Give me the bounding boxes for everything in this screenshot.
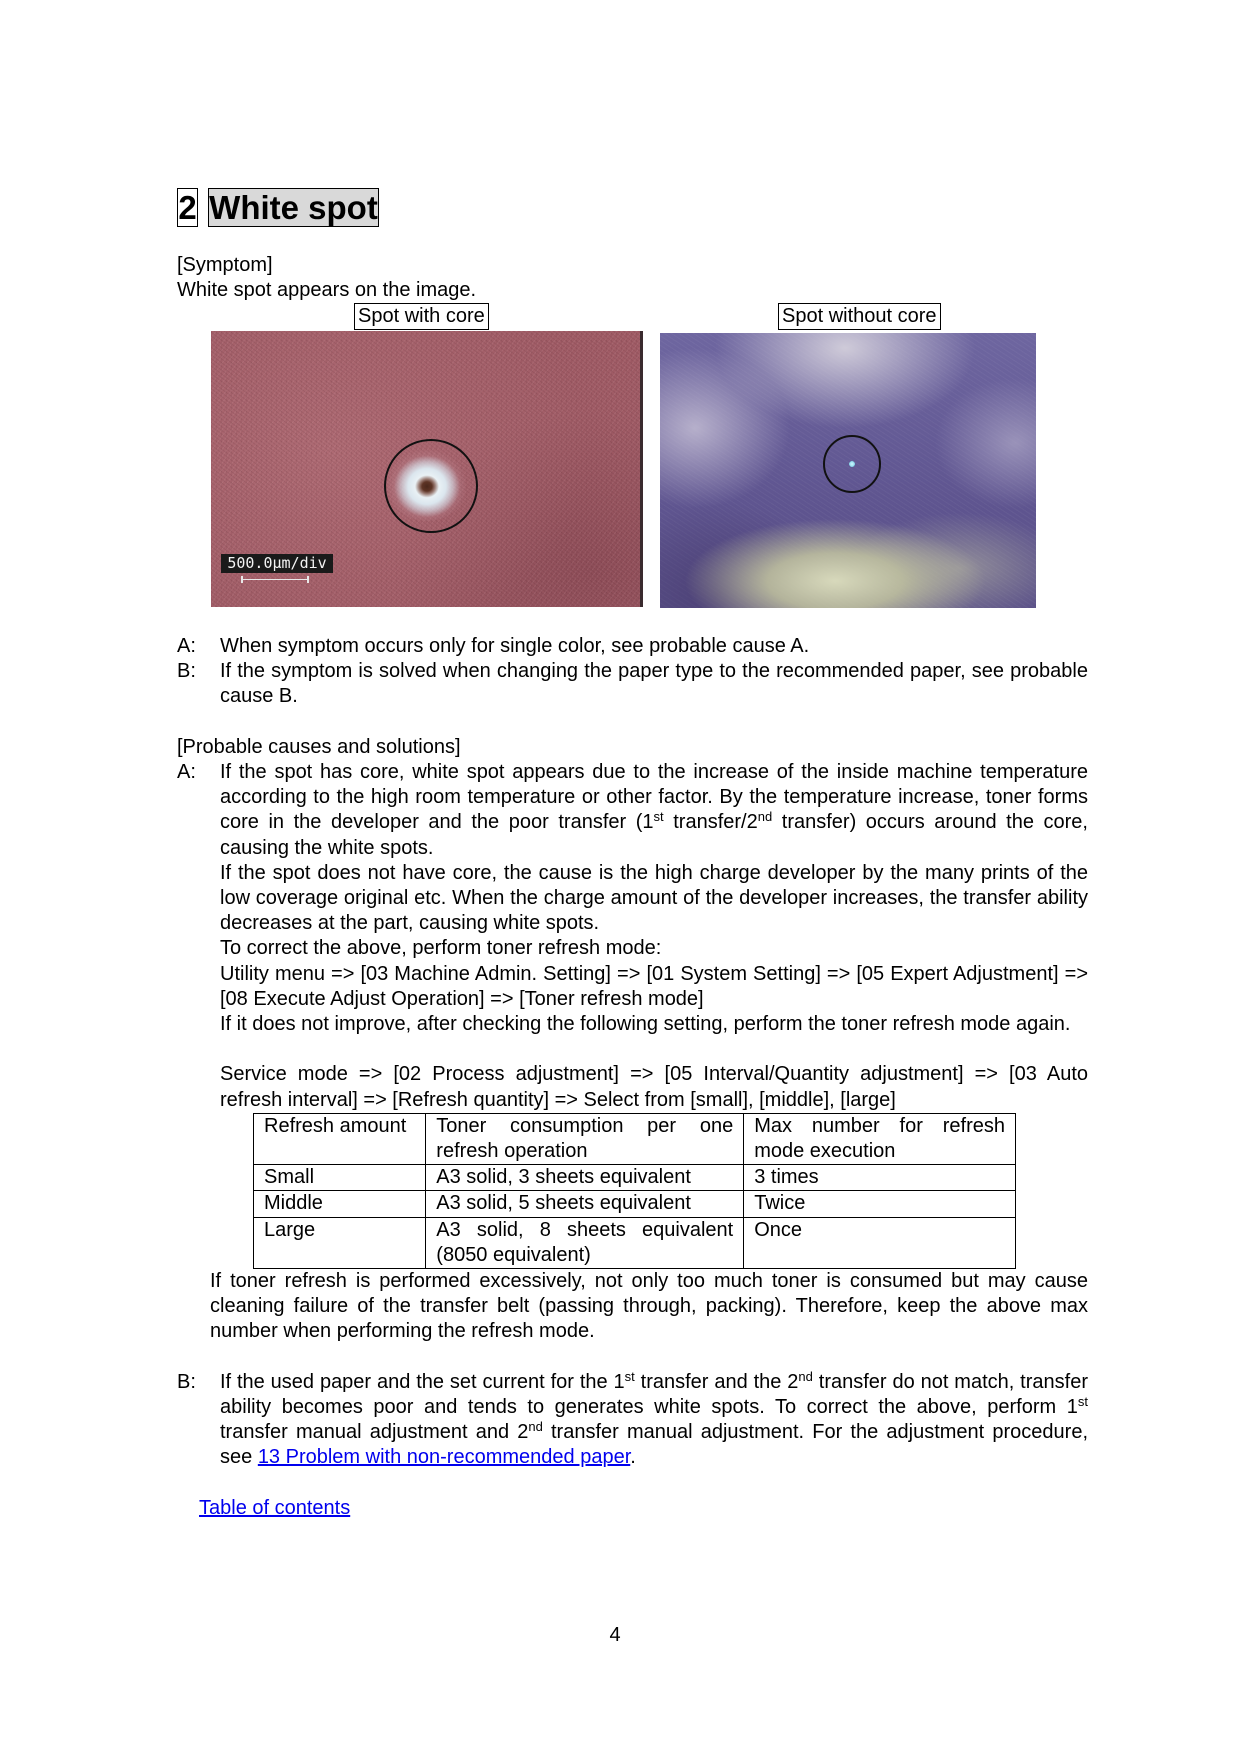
cause-b-paragraph xyxy=(220,1370,1088,1471)
photo-spot-with-core xyxy=(211,331,643,607)
highlight-circle xyxy=(823,435,881,493)
cause-a xyxy=(177,760,1088,1269)
non-recommended-paper-link[interactable]: 13 Problem with non-recommended paper xyxy=(257,1446,631,1469)
refresh-caution-note: If toner refresh is performed excessively, not only too much toner is consumed but may cause cleaning failure of the transfer belt (passing through, packing). Therefore, keep the above max number when performing the refresh mode. xyxy=(210,1270,1088,1343)
symptom-block xyxy=(177,253,1088,303)
causes-label: [Probable causes and solutions] xyxy=(177,735,461,758)
cause-a-paragraph-core xyxy=(220,760,1088,861)
cause-a-correction-intro: To correct the above, perform toner refresh mode: xyxy=(220,937,662,960)
cause-a-paragraph-no-core: If the spot does not have core, the cause is the high charge developer by the many prints of the low coverage original etc. When the charge amount of the developer increases, the transfer ability decreases at the part, causing white spots. xyxy=(220,861,1088,935)
text-segment: transfer) occurs around the core, causing the white spots. xyxy=(220,811,1088,859)
condition-text: When symptom occurs only for single color, see probable cause A. xyxy=(220,635,810,657)
table-cell: Large xyxy=(254,1217,426,1268)
utility-menu-path: Utility menu => [03 Machine Admin. Setting] => [01 System Setting] => [05 Expert Adjustment] => [08 Execute Adjust Operation] => [Toner refresh mode] xyxy=(220,962,1088,1010)
superscript: st xyxy=(653,809,664,825)
table-row xyxy=(254,1191,1016,1217)
table-row xyxy=(254,1165,1016,1191)
condition-marker: B: xyxy=(177,660,196,683)
text-segment: If the spot has core, white spot appears due to the increase of the inside machine temperature according to the high room temperature or other factor. By the temperature increase, toner forms core in the developer and the poor transfer (1 xyxy=(220,761,1088,834)
text-segment: If the used paper and the set current for the 1 xyxy=(220,1370,625,1393)
table-cell: Small xyxy=(254,1165,426,1191)
symptom-description: White spot appears on the image. xyxy=(177,279,477,302)
table-cell: A3 solid, 5 sheets equivalent xyxy=(426,1191,744,1217)
table-cell: Middle xyxy=(254,1191,426,1217)
superscript: nd xyxy=(528,1419,543,1435)
spacer xyxy=(220,1037,1088,1062)
table-cell: Once xyxy=(744,1217,1016,1268)
section-number: 2 xyxy=(178,189,197,226)
figure-caption-with-core: Spot with core xyxy=(354,303,489,330)
figure-caption-without-core: Spot without core xyxy=(778,303,941,330)
body-content xyxy=(177,634,1088,1521)
table-cell: A3 solid, 8 sheets equivalent (8050 equivalent) xyxy=(426,1217,744,1268)
highlight-circle xyxy=(384,439,478,533)
table-cell: A3 solid, 3 sheets equivalent xyxy=(426,1165,744,1191)
table-header-cell: Toner consumption per one refresh operation xyxy=(426,1113,744,1164)
scale-label: 500.0µm/div xyxy=(221,554,333,573)
condition-b xyxy=(177,659,1088,709)
cause-marker: A: xyxy=(177,761,196,783)
table-cell: Twice xyxy=(744,1191,1016,1217)
condition-a xyxy=(177,634,1088,659)
photo-spot-without-core xyxy=(660,333,1036,608)
condition-text: If the symptom is solved when changing the paper type to the recommended paper, see probable cause B. xyxy=(220,660,1088,708)
service-mode-path: Service mode => [02 Process adjustment] => [05 Interval/Quantity adjustment] => [03 Auto refresh interval] => [Refresh quantity] => Select from [small], [middle], [large] xyxy=(220,1063,1088,1111)
table-header-cell: Refresh amount xyxy=(254,1113,426,1164)
cause-b xyxy=(177,1370,1088,1471)
table-row xyxy=(254,1217,1016,1268)
superscript: nd xyxy=(757,809,773,825)
table-of-contents-link[interactable]: Table of contents xyxy=(199,1496,351,1519)
spacer xyxy=(177,710,1088,735)
text-segment: transfer do not match, transfer ability becomes poor and tends to generates white spots. To correct the above, perform 1 xyxy=(220,1370,1088,1419)
condition-marker: A: xyxy=(177,635,196,657)
text-segment: transfer and the 2 xyxy=(634,1370,799,1393)
superscript: nd xyxy=(798,1368,813,1384)
table-header-cell: Max number for refresh mode execution xyxy=(744,1113,1016,1164)
page-number: 4 xyxy=(609,1624,621,1646)
text-segment: transfer/2 xyxy=(663,811,758,834)
section-title: White spot xyxy=(209,189,378,226)
text-segment: . xyxy=(630,1446,636,1469)
table-cell: 3 times xyxy=(744,1165,1016,1191)
text-segment: transfer manual adjustment. For the adjustment procedure, see xyxy=(220,1421,1089,1469)
superscript: st xyxy=(624,1368,635,1384)
cause-a-retry-instruction: If it does not improve, after checking the following setting, perform the toner refresh mode again. xyxy=(220,1013,1071,1036)
spacer xyxy=(177,1471,1088,1496)
refresh-amount-table xyxy=(253,1113,1016,1269)
cause-marker: B: xyxy=(177,1370,196,1393)
text-segment: transfer manual adjustment and 2 xyxy=(220,1421,529,1444)
spacer xyxy=(177,1345,1088,1370)
symptom-label: [Symptom] xyxy=(177,254,273,276)
cause-a-content xyxy=(220,760,1088,1269)
superscript: st xyxy=(1077,1394,1088,1410)
scale-bar xyxy=(241,576,309,583)
table-header-row xyxy=(254,1113,1016,1164)
